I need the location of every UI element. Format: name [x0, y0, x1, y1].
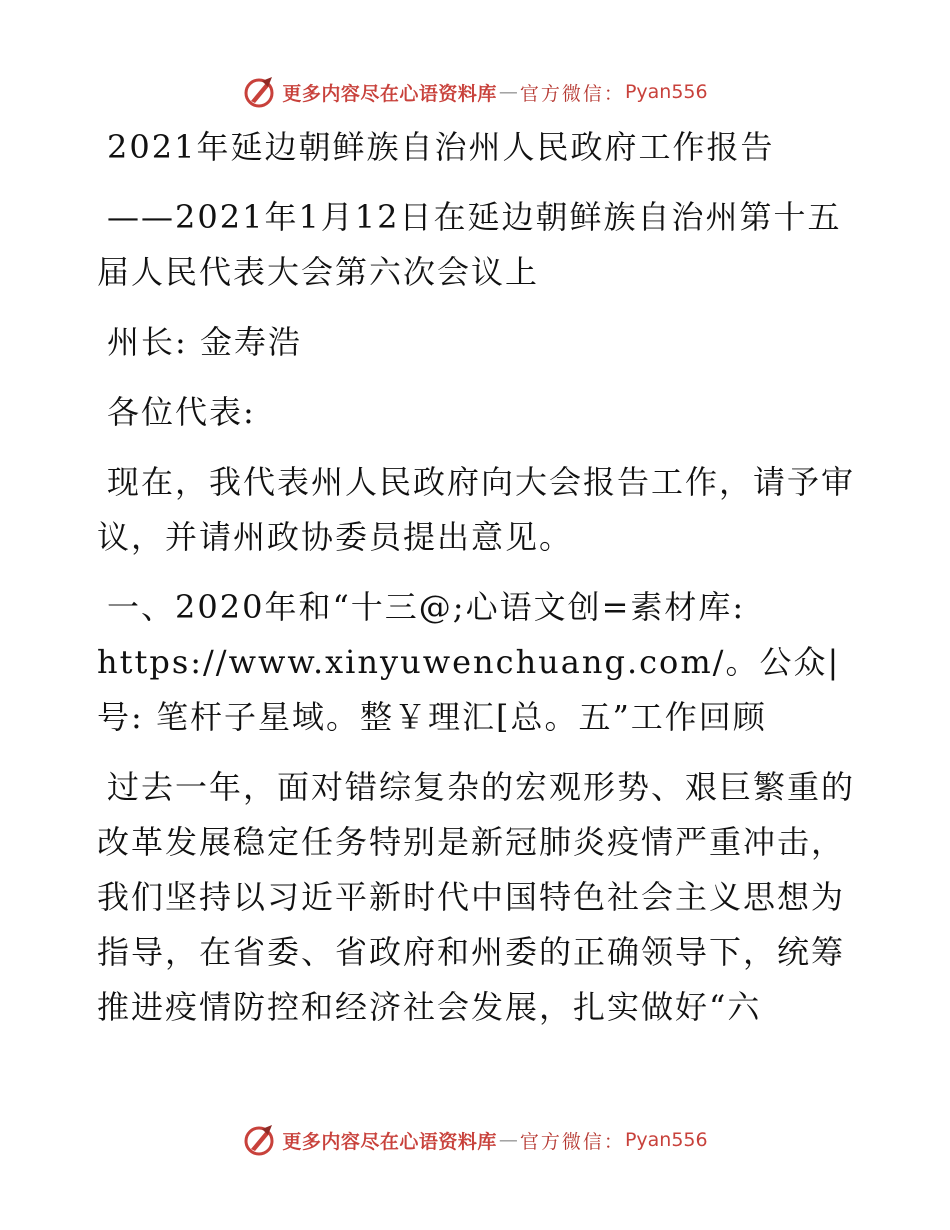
banner-dash: —	[498, 1129, 518, 1151]
banner-slogan: 更多内容尽在心语资料库	[282, 1130, 497, 1153]
document-paragraph: 过去一年，面对错综复杂的宏观形势、艰巨繁重的改革发展稳定任务特别是新冠肺炎疫情严重冲击，我们坚持以习近平新时代中国特色社会主义思想为指导，在省委、省政府和州委的正确领导下，统筹推进疫情防控和经济社会发展，扎实做好“六	[97, 768, 856, 1026]
document-body	[97, 120, 857, 1050]
header-watermark-banner	[0, 72, 950, 112]
document-section-heading: 一、2020年和“十三@;心语文创=素材库: https://www.xinyuwenchuang.com/。公众|号: 笔杆子星域。整￥理汇[总。五”工作回顾	[97, 588, 841, 736]
footer-watermark-banner	[0, 1120, 950, 1160]
banner-contact-label: 官方微信：	[519, 1130, 625, 1153]
banner-dash: —	[498, 81, 518, 103]
quill-pen-logo-icon	[242, 1123, 276, 1157]
document-paragraph: 现在，我代表州人民政府向大会报告工作，请予审议，并请州政协委员提出意见。	[97, 463, 856, 556]
document-speaker: 州长: 金寿浩	[107, 323, 302, 361]
document-subtitle: ——2021年1月12日在延边朝鲜族自治州第十五届人民代表大会第六次会议上	[97, 198, 842, 291]
document-salutation: 各位代表:	[107, 393, 256, 431]
banner-slogan: 更多内容尽在心语资料库	[282, 82, 497, 105]
document-title: 2021年延边朝鲜族自治州人民政府工作报告	[107, 128, 775, 166]
banner-wechat-id: Pyan556	[624, 1129, 708, 1151]
quill-pen-logo-icon	[242, 75, 276, 109]
banner-wechat-id: Pyan556	[624, 81, 708, 103]
banner-contact-label: 官方微信：	[519, 82, 625, 105]
